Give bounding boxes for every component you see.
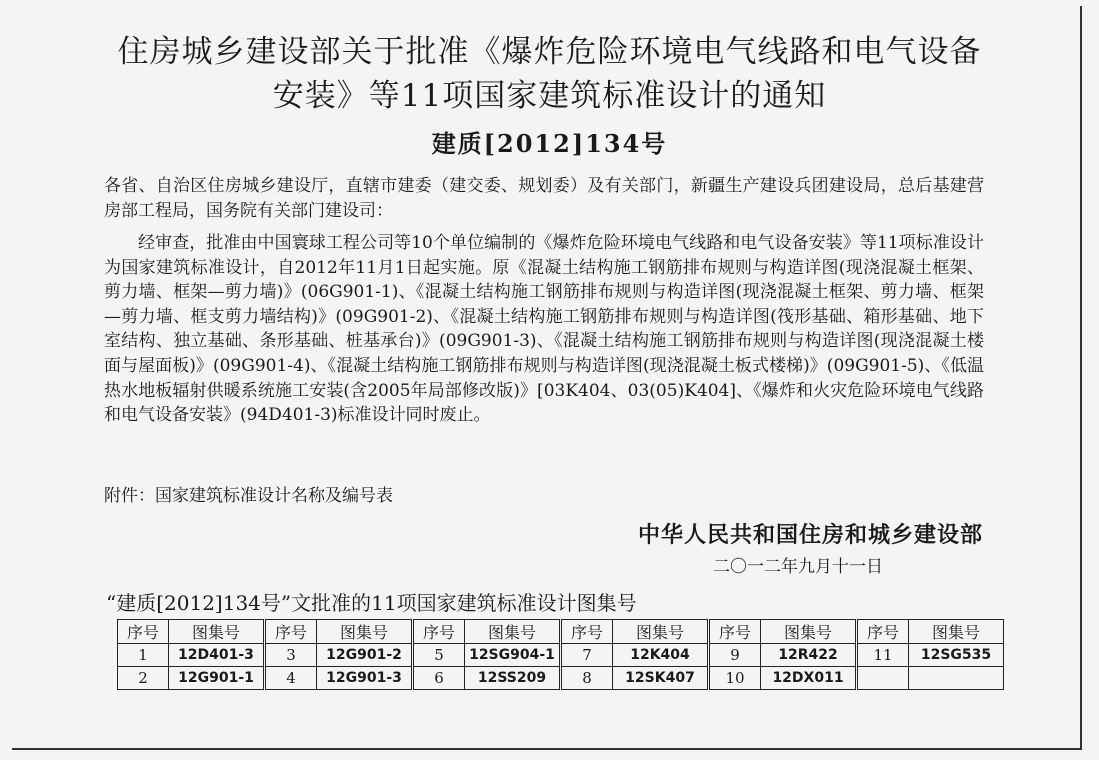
seq-cell: 4 [265,667,317,690]
header-seq: 序号 [413,620,465,644]
header-seq: 序号 [118,620,169,644]
title-line-2: 安装》等11项国家建筑标准设计的通知 [272,78,827,114]
code-cell: 12G901-2 [317,644,413,667]
code-cell: 12SG904-1 [465,644,561,667]
header-seq: 序号 [561,620,613,644]
title-line-1: 住房城乡建设部关于批准《爆炸危险环境电气线路和电气设备 [117,34,982,70]
attachment-line: 附件：国家建筑标准设计名称及编号表 [104,486,393,506]
seq-cell: 9 [709,644,761,667]
table-caption: “建质[2012]134号”文批准的11项国家建筑标准设计图集号 [106,591,637,615]
addressee-text: 各省、自治区住房城乡建设厅，直辖市建委（建交委、规划委）及有关部门，新疆生产建设兵团建设局，总后基建营房部工程局，国务院有关部门建设司： [104,176,984,221]
seq-cell: 3 [265,644,317,667]
code-cell: 12R422 [761,644,857,667]
seq-cell: 6 [413,667,465,690]
code-cell: 12K404 [613,644,709,667]
header-seq: 序号 [709,620,761,644]
code-cell: 12DX011 [761,667,857,690]
code-cell: 12SS209 [465,667,561,690]
code-cell: 12D401-3 [169,644,265,667]
header-code: 图集号 [317,620,413,644]
table-row [118,644,1004,667]
header-code: 图集号 [613,620,709,644]
seq-cell: 7 [561,644,613,667]
header-code: 图集号 [465,620,561,644]
seq-cell: 10 [709,667,761,690]
code-cell [909,667,1004,690]
code-cell: 12G901-1 [169,667,265,690]
catalog-table [117,619,1004,690]
header-seq: 序号 [265,620,317,644]
header-seq: 序号 [857,620,909,644]
code-cell: 12G901-3 [317,667,413,690]
issuer-signature: 中华人民共和国住房和城乡建设部 [637,523,983,548]
issue-date: 二〇一二年九月十一日 [713,557,883,577]
seq-cell: 8 [561,667,613,690]
header-code: 图集号 [761,620,857,644]
header-code: 图集号 [909,620,1004,644]
table-row [118,667,1004,690]
header-code: 图集号 [169,620,265,644]
code-cell: 12SK407 [613,667,709,690]
seq-cell: 1 [118,644,169,667]
seq-cell: 5 [413,644,465,667]
seq-cell: 2 [118,667,169,690]
table-header-row [118,620,1004,644]
body-paragraph: 经审查，批准由中国寰球工程公司等10个单位编制的《爆炸危险环境电气线路和电气设备安装》等11项标准设计为国家建筑标准设计，自2012年11月1日起实施。原《混凝土结构施工钢筋排布规则与构造详图(现浇混凝土框架、剪力墙、框架—剪力墙)》(06G901-1)、《混凝土结构施工钢筋排布规则与构造详图(现浇混凝土框架、剪力墙、框架—剪力墙、框支剪力墙结构)》(09G901-2)、《混凝土结构施工钢筋排布规则与构造详图(筏形基础、箱形基础、地下室结构、独立基础、条形基础、桩基承台)》(09G901-3)、《混凝土结构施工钢筋排布规则与构造详图(现浇混凝土楼面与屋面板)》(09G901-4)、《混凝土结构施工钢筋排布规则与构造详图(现浇混凝土板式楼梯)》(09G901-5)、《低温热水地板辐射供暖系统施工安装(含2005年局部修改版)》[03K404、03(05)K404]、《爆炸和火灾危险环境电气线路和电气设备安装》(94D401-3)标准设计同时废止。 [104,233,984,426]
document-number: 建质[2012]134号 [431,129,668,158]
seq-cell: 11 [857,644,909,667]
code-cell: 12SG535 [909,644,1004,667]
seq-cell [857,667,909,690]
